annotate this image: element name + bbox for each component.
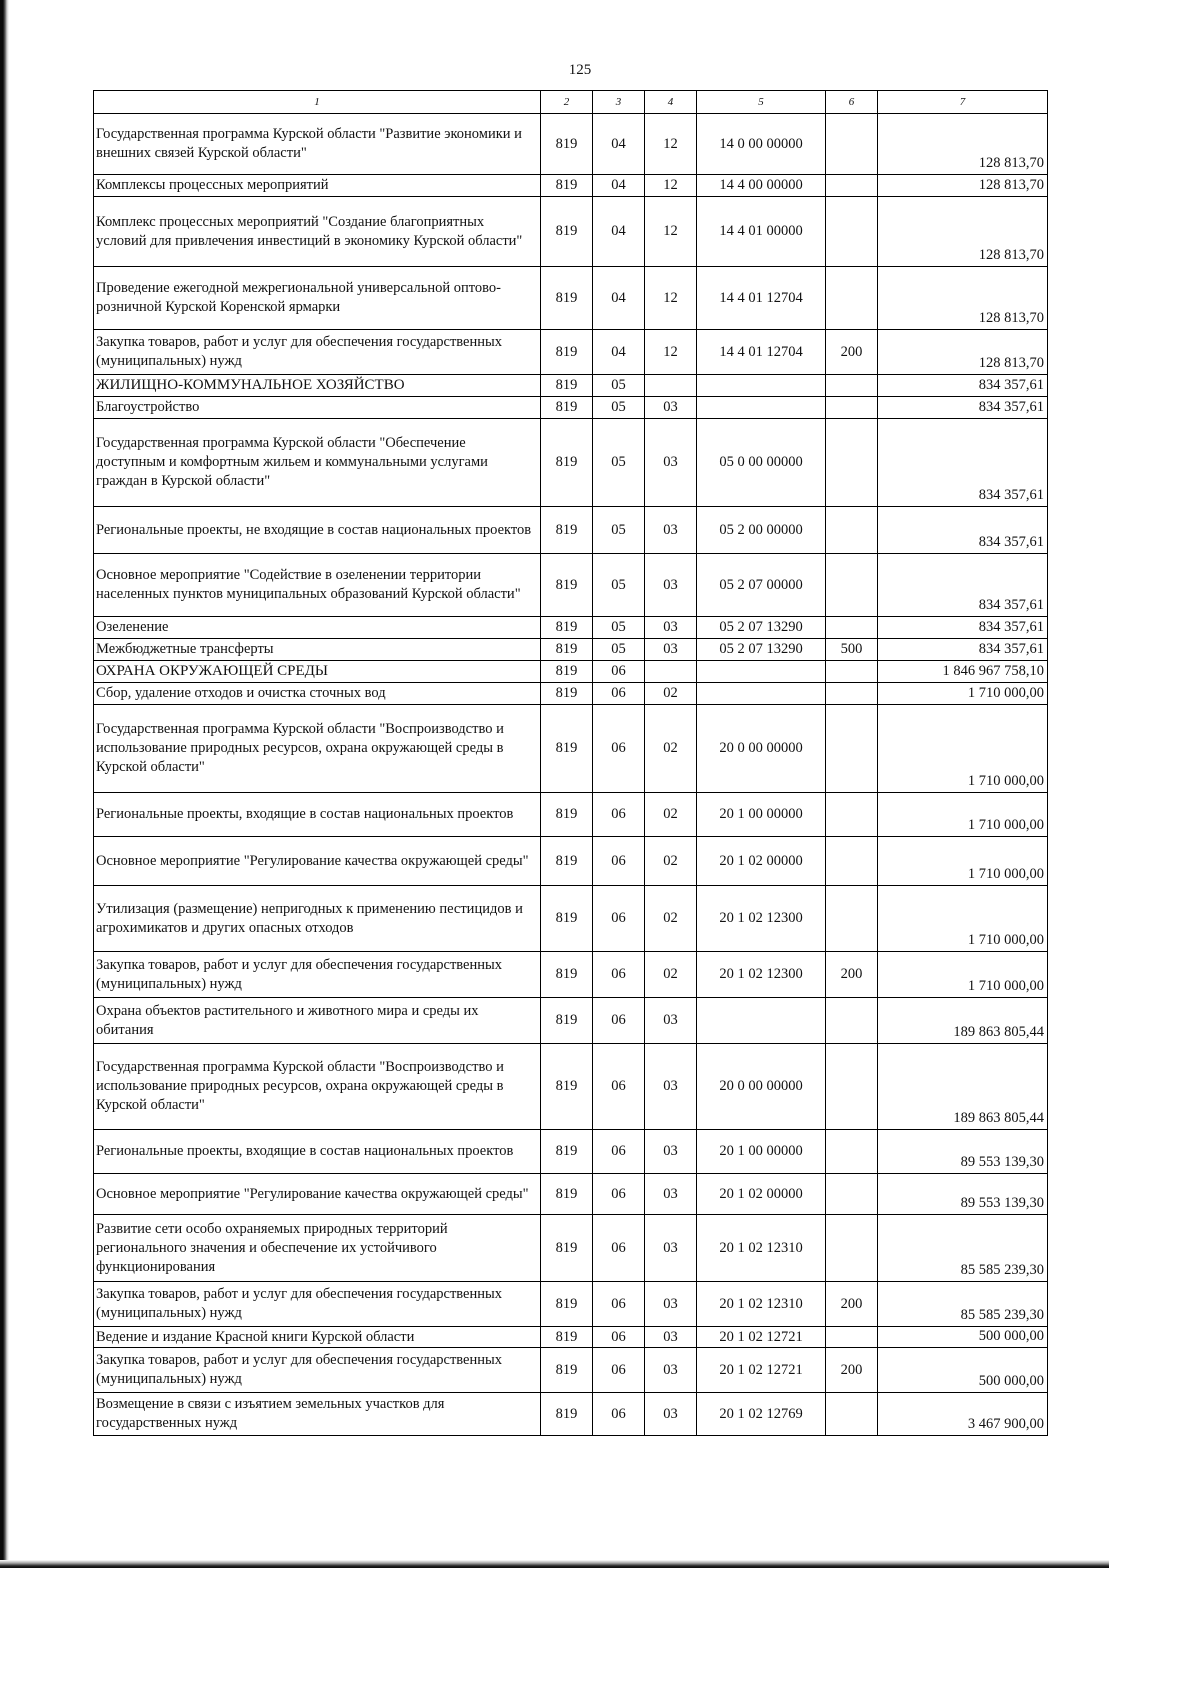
row-target-article: 14 4 00 00000	[697, 175, 826, 197]
row-section: 06	[593, 998, 645, 1044]
scan-left-edge	[0, 0, 9, 1568]
row-subsection: 03	[645, 1348, 697, 1393]
row-section: 05	[593, 397, 645, 419]
row-name: Закупка товаров, работ и услуг для обеспечения государственных (муниципальных) нужд	[94, 1348, 541, 1393]
row-ved: 819	[541, 1327, 593, 1348]
table-row	[94, 1348, 1048, 1393]
table-row	[94, 793, 1048, 837]
row-expense-type	[826, 197, 878, 267]
row-name: Возмещение в связи с изъятием земельных участков для государственных нужд	[94, 1393, 541, 1436]
column-header: 5	[697, 91, 826, 114]
row-subsection: 03	[645, 1393, 697, 1436]
row-subsection: 03	[645, 1215, 697, 1282]
row-expense-type	[826, 661, 878, 683]
row-name: Региональные проекты, входящие в состав национальных проектов	[94, 793, 541, 837]
row-section: 06	[593, 793, 645, 837]
row-expense-type	[826, 1130, 878, 1174]
row-expense-type: 200	[826, 1282, 878, 1327]
row-subsection: 03	[645, 639, 697, 661]
row-subsection: 03	[645, 1282, 697, 1327]
row-subsection: 12	[645, 175, 697, 197]
row-ved: 819	[541, 114, 593, 175]
table-row	[94, 267, 1048, 330]
row-name: Государственная программа Курской области "Развитие экономики и внешних связей Курской области"	[94, 114, 541, 175]
row-amount: 189 863 805,44	[878, 1044, 1048, 1130]
row-amount: 1 710 000,00	[878, 837, 1048, 886]
row-ved: 819	[541, 397, 593, 419]
row-subsection: 03	[645, 554, 697, 617]
row-target-article: 14 4 01 12704	[697, 330, 826, 375]
table-row	[94, 617, 1048, 639]
row-section: 06	[593, 705, 645, 793]
row-section: 06	[593, 683, 645, 705]
row-expense-type	[826, 419, 878, 507]
row-section: 06	[593, 837, 645, 886]
row-name: Благоустройство	[94, 397, 541, 419]
budget-table	[93, 90, 1048, 1436]
row-ved: 819	[541, 998, 593, 1044]
row-target-article: 20 1 02 00000	[697, 837, 826, 886]
row-amount: 189 863 805,44	[878, 998, 1048, 1044]
row-name: Комплексы процессных мероприятий	[94, 175, 541, 197]
row-name: Закупка товаров, работ и услуг для обеспечения государственных (муниципальных) нужд	[94, 1282, 541, 1327]
row-target-article: 20 1 02 12721	[697, 1348, 826, 1393]
column-header: 4	[645, 91, 697, 114]
table-row	[94, 175, 1048, 197]
row-target-article: 05 0 00 00000	[697, 419, 826, 507]
row-name: Развитие сети особо охраняемых природных территорий регионального значения и обеспечение их устойчивого функционирования	[94, 1215, 541, 1282]
row-subsection: 03	[645, 419, 697, 507]
row-amount: 500 000,00	[878, 1348, 1048, 1393]
page-number: 125	[568, 62, 592, 78]
row-subsection: 03	[645, 507, 697, 554]
table-row	[94, 197, 1048, 267]
row-amount: 1 710 000,00	[878, 886, 1048, 952]
row-expense-type	[826, 1215, 878, 1282]
row-amount: 1 710 000,00	[878, 952, 1048, 998]
table-row	[94, 886, 1048, 952]
row-name: Основное мероприятие "Регулирование качества окружающей среды"	[94, 1174, 541, 1215]
row-subsection: 02	[645, 952, 697, 998]
header-row	[94, 91, 1048, 114]
row-subsection: 03	[645, 617, 697, 639]
row-subsection: 02	[645, 683, 697, 705]
row-expense-type	[826, 1393, 878, 1436]
row-ved: 819	[541, 705, 593, 793]
row-ved: 819	[541, 683, 593, 705]
column-header: 6	[826, 91, 878, 114]
row-ved: 819	[541, 1393, 593, 1436]
row-amount: 89 553 139,30	[878, 1174, 1048, 1215]
row-section: 06	[593, 952, 645, 998]
row-target-article: 05 2 07 13290	[697, 639, 826, 661]
table-row	[94, 114, 1048, 175]
column-header: 3	[593, 91, 645, 114]
row-name: Закупка товаров, работ и услуг для обеспечения государственных (муниципальных) нужд	[94, 952, 541, 998]
row-amount: 500 000,00	[878, 1327, 1048, 1348]
row-ved: 819	[541, 375, 593, 397]
row-name: Озеленение	[94, 617, 541, 639]
row-amount: 128 813,70	[878, 175, 1048, 197]
row-target-article: 20 1 00 00000	[697, 1130, 826, 1174]
row-expense-type: 200	[826, 330, 878, 375]
row-section: 04	[593, 330, 645, 375]
row-subsection: 03	[645, 397, 697, 419]
table-row	[94, 998, 1048, 1044]
row-target-article: 05 2 07 00000	[697, 554, 826, 617]
row-subsection: 03	[645, 1130, 697, 1174]
row-subsection: 03	[645, 1044, 697, 1130]
row-section: 06	[593, 886, 645, 952]
row-section: 06	[593, 1348, 645, 1393]
row-section: 06	[593, 661, 645, 683]
column-header: 1	[94, 91, 541, 114]
row-amount: 1 710 000,00	[878, 705, 1048, 793]
row-name: Межбюджетные трансферты	[94, 639, 541, 661]
row-amount: 834 357,61	[878, 397, 1048, 419]
table-row	[94, 952, 1048, 998]
row-subsection: 02	[645, 793, 697, 837]
row-section: 04	[593, 267, 645, 330]
table-row	[94, 397, 1048, 419]
table-row	[94, 330, 1048, 375]
row-ved: 819	[541, 661, 593, 683]
row-expense-type	[826, 998, 878, 1044]
row-expense-type	[826, 397, 878, 419]
row-name: Основное мероприятие "Содействие в озеленении территории населенных пунктов муниципальных образований Курской области"	[94, 554, 541, 617]
table-row	[94, 554, 1048, 617]
row-name: ЖИЛИЩНО-КОММУНАЛЬНОЕ ХОЗЯЙСТВО	[94, 375, 541, 397]
table-row	[94, 1044, 1048, 1130]
row-expense-type	[826, 617, 878, 639]
row-section: 05	[593, 639, 645, 661]
row-subsection: 03	[645, 1327, 697, 1348]
row-subsection: 12	[645, 330, 697, 375]
row-target-article: 14 4 01 00000	[697, 197, 826, 267]
row-amount: 834 357,61	[878, 617, 1048, 639]
row-name: Региональные проекты, не входящие в состав национальных проектов	[94, 507, 541, 554]
row-ved: 819	[541, 197, 593, 267]
row-amount: 128 813,70	[878, 114, 1048, 175]
row-name: Государственная программа Курской области "Воспроизводство и использование природных ресурсов, охрана окружающей среды в Курской области"	[94, 705, 541, 793]
row-target-article	[697, 683, 826, 705]
row-ved: 819	[541, 793, 593, 837]
row-ved: 819	[541, 952, 593, 998]
row-ved: 819	[541, 330, 593, 375]
row-ved: 819	[541, 1130, 593, 1174]
row-subsection: 12	[645, 114, 697, 175]
row-ved: 819	[541, 1215, 593, 1282]
row-section: 05	[593, 554, 645, 617]
row-amount: 1 710 000,00	[878, 683, 1048, 705]
row-ved: 819	[541, 175, 593, 197]
row-amount: 128 813,70	[878, 197, 1048, 267]
row-target-article: 20 1 02 12300	[697, 952, 826, 998]
row-target-article: 20 0 00 00000	[697, 705, 826, 793]
row-target-article: 05 2 00 00000	[697, 507, 826, 554]
row-ved: 819	[541, 886, 593, 952]
row-ved: 819	[541, 1174, 593, 1215]
row-amount: 85 585 239,30	[878, 1215, 1048, 1282]
row-amount: 834 357,61	[878, 419, 1048, 507]
row-amount: 834 357,61	[878, 639, 1048, 661]
row-target-article: 14 4 01 12704	[697, 267, 826, 330]
row-name: Проведение ежегодной межрегиональной универсальной оптово-розничной Курской Коренской ярмарки	[94, 267, 541, 330]
row-name: Закупка товаров, работ и услуг для обеспечения государственных (муниципальных) нужд	[94, 330, 541, 375]
row-expense-type	[826, 793, 878, 837]
scan-bottom-edge	[0, 1560, 1109, 1568]
table-row	[94, 705, 1048, 793]
row-expense-type	[826, 1044, 878, 1130]
row-name: Охрана объектов растительного и животного мира и среды их обитания	[94, 998, 541, 1044]
row-target-article	[697, 998, 826, 1044]
row-section: 04	[593, 197, 645, 267]
row-target-article	[697, 661, 826, 683]
row-expense-type	[826, 886, 878, 952]
row-expense-type	[826, 175, 878, 197]
row-section: 06	[593, 1174, 645, 1215]
row-amount: 128 813,70	[878, 267, 1048, 330]
row-subsection: 03	[645, 1174, 697, 1215]
table-row	[94, 1130, 1048, 1174]
row-name: Утилизация (размещение) непригодных к применению пестицидов и агрохимикатов и других опасных отходов	[94, 886, 541, 952]
row-expense-type	[826, 1174, 878, 1215]
row-amount: 834 357,61	[878, 507, 1048, 554]
row-name: ОХРАНА ОКРУЖАЮЩЕЙ СРЕДЫ	[94, 661, 541, 683]
table-row	[94, 1215, 1048, 1282]
row-expense-type	[826, 837, 878, 886]
row-section: 06	[593, 1130, 645, 1174]
row-amount: 1 710 000,00	[878, 793, 1048, 837]
row-section: 05	[593, 507, 645, 554]
row-ved: 819	[541, 267, 593, 330]
row-ved: 819	[541, 1348, 593, 1393]
row-ved: 819	[541, 837, 593, 886]
row-subsection	[645, 661, 697, 683]
row-amount: 1 846 967 758,10	[878, 661, 1048, 683]
table-row	[94, 375, 1048, 397]
row-section: 05	[593, 419, 645, 507]
row-subsection: 02	[645, 837, 697, 886]
row-section: 04	[593, 175, 645, 197]
row-expense-type	[826, 375, 878, 397]
row-subsection: 02	[645, 886, 697, 952]
row-target-article: 20 1 02 00000	[697, 1174, 826, 1215]
row-name: Государственная программа Курской области "Обеспечение доступным и комфортным жильем и коммунальными услугами граждан в Курской области"	[94, 419, 541, 507]
row-expense-type	[826, 705, 878, 793]
row-target-article: 20 1 00 00000	[697, 793, 826, 837]
row-expense-type	[826, 683, 878, 705]
row-amount: 89 553 139,30	[878, 1130, 1048, 1174]
row-ved: 819	[541, 617, 593, 639]
row-section: 06	[593, 1044, 645, 1130]
row-expense-type	[826, 114, 878, 175]
row-subsection: 02	[645, 705, 697, 793]
table-row	[94, 661, 1048, 683]
row-expense-type: 200	[826, 1348, 878, 1393]
table-row	[94, 683, 1048, 705]
column-header: 2	[541, 91, 593, 114]
row-name: Основное мероприятие "Регулирование качества окружающей среды"	[94, 837, 541, 886]
row-target-article: 20 1 02 12721	[697, 1327, 826, 1348]
row-section: 04	[593, 114, 645, 175]
row-ved: 819	[541, 419, 593, 507]
row-target-article: 14 0 00 00000	[697, 114, 826, 175]
row-target-article: 20 1 02 12310	[697, 1282, 826, 1327]
row-subsection: 12	[645, 267, 697, 330]
row-amount: 834 357,61	[878, 554, 1048, 617]
row-target-article: 20 1 02 12310	[697, 1215, 826, 1282]
table-row	[94, 1327, 1048, 1348]
row-amount: 3 467 900,00	[878, 1393, 1048, 1436]
row-name: Ведение и издание Красной книги Курской области	[94, 1327, 541, 1348]
row-expense-type: 200	[826, 952, 878, 998]
row-section: 06	[593, 1393, 645, 1436]
table-row	[94, 507, 1048, 554]
row-expense-type	[826, 554, 878, 617]
row-name: Региональные проекты, входящие в состав национальных проектов	[94, 1130, 541, 1174]
row-target-article: 20 1 02 12769	[697, 1393, 826, 1436]
row-amount: 834 357,61	[878, 375, 1048, 397]
row-target-article	[697, 397, 826, 419]
table-row	[94, 837, 1048, 886]
column-header: 7	[878, 91, 1048, 114]
row-expense-type: 500	[826, 639, 878, 661]
row-amount: 85 585 239,30	[878, 1282, 1048, 1327]
row-target-article: 20 0 00 00000	[697, 1044, 826, 1130]
row-target-article: 20 1 02 12300	[697, 886, 826, 952]
row-ved: 819	[541, 1044, 593, 1130]
row-name: Комплекс процессных мероприятий "Создание благоприятных условий для привлечения инвестиций в экономику Курской области"	[94, 197, 541, 267]
table-row	[94, 1174, 1048, 1215]
row-expense-type	[826, 507, 878, 554]
table-row	[94, 1282, 1048, 1327]
row-ved: 819	[541, 507, 593, 554]
row-name: Сбор, удаление отходов и очистка сточных вод	[94, 683, 541, 705]
row-section: 05	[593, 617, 645, 639]
table-row	[94, 419, 1048, 507]
row-section: 06	[593, 1215, 645, 1282]
table-row	[94, 639, 1048, 661]
row-name: Государственная программа Курской области "Воспроизводство и использование природных ресурсов, охрана окружающей среды в Курской области"	[94, 1044, 541, 1130]
row-section: 05	[593, 375, 645, 397]
row-section: 06	[593, 1327, 645, 1348]
table-body	[94, 91, 1048, 1436]
row-section: 06	[593, 1282, 645, 1327]
row-ved: 819	[541, 554, 593, 617]
row-ved: 819	[541, 639, 593, 661]
row-target-article: 05 2 07 13290	[697, 617, 826, 639]
row-subsection: 12	[645, 197, 697, 267]
row-subsection: 03	[645, 998, 697, 1044]
table-row	[94, 1393, 1048, 1436]
row-target-article	[697, 375, 826, 397]
row-expense-type	[826, 1327, 878, 1348]
row-expense-type	[826, 267, 878, 330]
row-amount: 128 813,70	[878, 330, 1048, 375]
row-subsection	[645, 375, 697, 397]
row-ved: 819	[541, 1282, 593, 1327]
